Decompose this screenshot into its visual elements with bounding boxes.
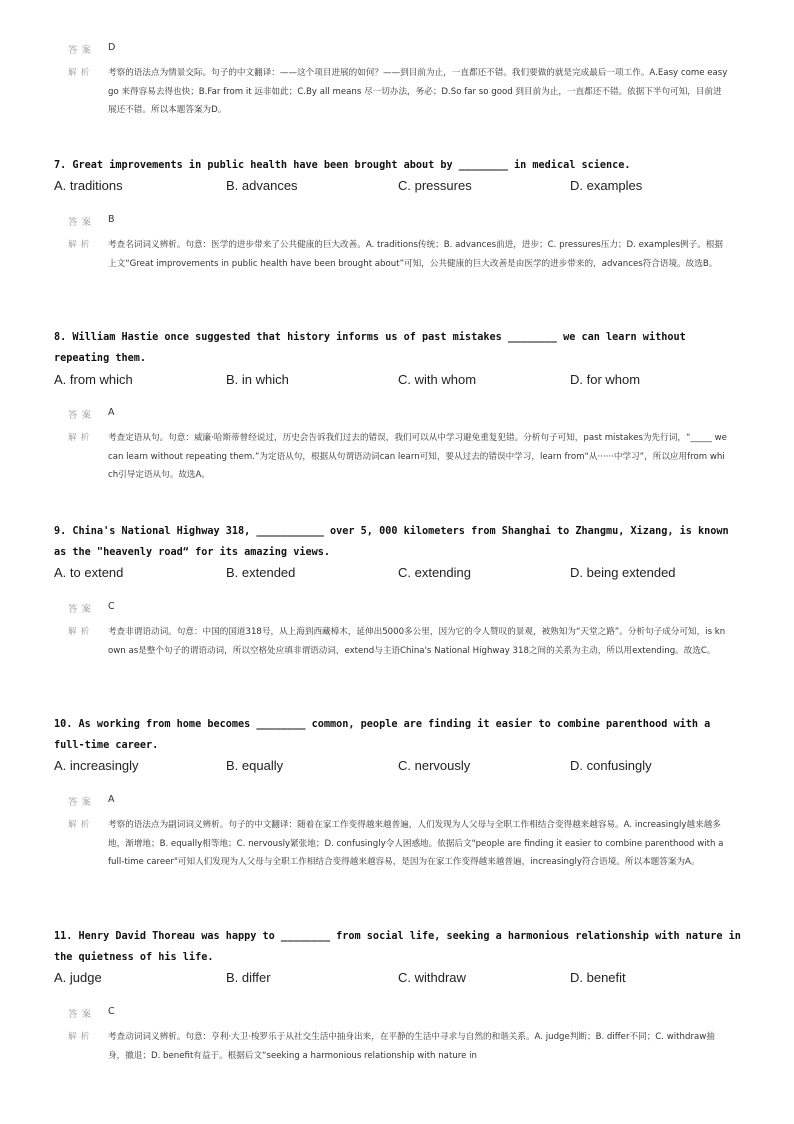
question-text: 9. China's National Highway 318, ___________ over 5, 000 kilometers from Shanghai to Zhangmu, Xizang, is known as the "heavenly road“ for its amazing views.: [54, 526, 729, 558]
question-text: 7. Great improvements in public health have been brought about by ________ in medical science.: [54, 160, 631, 171]
option-c[interactable]: C. nervously: [398, 758, 471, 773]
answer-row: [68, 214, 115, 228]
analysis: [68, 816, 728, 872]
option-d[interactable]: D. being extended: [570, 565, 676, 580]
analysis-label: 解析: [68, 820, 94, 830]
option-c[interactable]: C. pressures: [398, 178, 472, 193]
options-row: [54, 758, 744, 778]
answer-value: A: [108, 407, 115, 418]
option-c[interactable]: C. with whom: [398, 372, 477, 387]
answer-row: [68, 794, 115, 808]
answer-label: 答案: [68, 604, 96, 615]
option-d[interactable]: D. benefit: [570, 970, 626, 985]
answer-label: 答案: [68, 217, 96, 228]
option-d[interactable]: D. examples: [570, 178, 643, 193]
analysis-text: 考查非谓语动词。句意：中国的国道318号，从上海到西藏樟木，延伸出5000多公里，因为它的令人赞叹的景观，被熟知为“天堂之路”。分析句子成分可知，is known as是整个句子的谓语动词，所以空格处应填非谓语动词，extend与主语China's National Highway 318之间的关系为主动，所以用extending。故选C。: [108, 627, 726, 656]
option-a[interactable]: A. judge: [54, 970, 102, 985]
option-c[interactable]: C. extending: [398, 565, 471, 580]
options-row: [54, 970, 744, 990]
option-d[interactable]: D. for whom: [570, 372, 641, 387]
analysis-text: 考察的语法点为副词词义辨析。句子的中文翻译：随着在家工作变得越来越普遍，人们发现为人父母与全职工作相结合变得越来越容易。A. increasingly越来越多地，渐增地；B. equally相等地；C. nervously紧张地；D. confusingly令人困惑地。依据后文"people are finding it easier to combine parenthood with a full-time career"可知人们发现为人父母与全职工作相结合变得越来越容易，是因为在家工作变得越来越普遍，increasingly符合语境。所以本题答案为A。: [108, 820, 724, 867]
answer-row: [68, 42, 116, 56]
analysis: [68, 429, 728, 485]
answer-value: D: [108, 42, 116, 53]
option-a[interactable]: A. increasingly: [54, 758, 139, 773]
analysis-text: 考查名词词义辨析。句意：医学的进步带来了公共健康的巨大改善。A. traditions传统；B. advances前进，进步；C. pressures压力；D. examples例子。根据上文“Great improvements in public health have been brought about”可知，公共健康的巨大改善是由医学的进步带来的，advances符合语境。故选B。: [108, 240, 724, 269]
option-b[interactable]: B. equally: [226, 758, 284, 773]
analysis: [68, 64, 728, 120]
analysis-text: 考查动词词义辨析。句意：亨利·大卫·梭罗乐于从社交生活中抽身出来，在平静的生活中寻求与自然的和谐关系。A. judge判断；B. differ不同；C. withdraw抽身，撤退；D. benefit有益于。根据后文“seeking a harmonious relationship with nature in: [108, 1032, 715, 1061]
analysis-label: 解析: [68, 68, 94, 78]
analysis: [68, 623, 728, 660]
question-text: 10. As working from home becomes ________ common, people are finding it easier to combine parenthood with a full-time career.: [54, 719, 711, 751]
analysis-text: 考察的语法点为情景交际。句子的中文翻译：——这个项目进展的如何？——到目前为止，一直都还不错。我们要做的就是完成最后一项工作。A.Easy come easy go 来得容易去得也快；B.Far from it 远非如此；C.By all means 尽一切办法，务必；D.So far so good 到目前为止，一直都还不错。依据下半句可知，目前进展还不错。所以本题答案为D。: [108, 68, 728, 115]
answer-row: [68, 601, 115, 615]
option-b[interactable]: B. differ: [226, 970, 271, 985]
analysis-label: 解析: [68, 1032, 94, 1042]
answer-value: C: [108, 1006, 115, 1017]
option-a[interactable]: A. to extend: [54, 565, 124, 580]
answer-label: 答案: [68, 410, 96, 421]
question-text: 8. William Hastie once suggested that history informs us of past mistakes ________ we can learn without repeating them.: [54, 332, 686, 364]
question-text: 11. Henry David Thoreau was happy to ________ from social life, seeking a harmonious relationship with nature in the quietness of his life.: [54, 931, 741, 963]
option-c[interactable]: C. withdraw: [398, 970, 466, 985]
option-b[interactable]: B. in which: [226, 372, 289, 387]
options-row: [54, 565, 744, 585]
answer-label: 答案: [68, 45, 96, 56]
analysis-label: 解析: [68, 627, 94, 637]
analysis: [68, 236, 728, 273]
analysis: [68, 1028, 728, 1065]
answer-value: B: [108, 214, 115, 225]
answer-value: A: [108, 794, 115, 805]
option-a[interactable]: A. traditions: [54, 178, 123, 193]
option-b[interactable]: B. extended: [226, 565, 296, 580]
answer-value: C: [108, 601, 115, 612]
answer-label: 答案: [68, 797, 96, 808]
options-row: [54, 372, 744, 392]
analysis-label: 解析: [68, 240, 94, 250]
options-row: [54, 178, 744, 198]
analysis-label: 解析: [68, 433, 94, 443]
answer-label: 答案: [68, 1009, 96, 1020]
option-a[interactable]: A. from which: [54, 372, 133, 387]
answer-row: [68, 1006, 115, 1020]
analysis-text: 考查定语从句。句意：威廉·哈斯蒂曾经说过，历史会告诉我们过去的错误，我们可以从中学习避免重复犯错。分析句子可知，past mistakes为先行词，“_____ we can learn without repeating them.”为定语从句，根据从句谓语动词can learn可知，要从过去的错误中学习，learn from“从······中学习”，所以应用from which引导定语从句。故选A。: [108, 433, 727, 480]
answer-row: [68, 407, 115, 421]
option-b[interactable]: B. advances: [226, 178, 298, 193]
option-d[interactable]: D. confusingly: [570, 758, 652, 773]
